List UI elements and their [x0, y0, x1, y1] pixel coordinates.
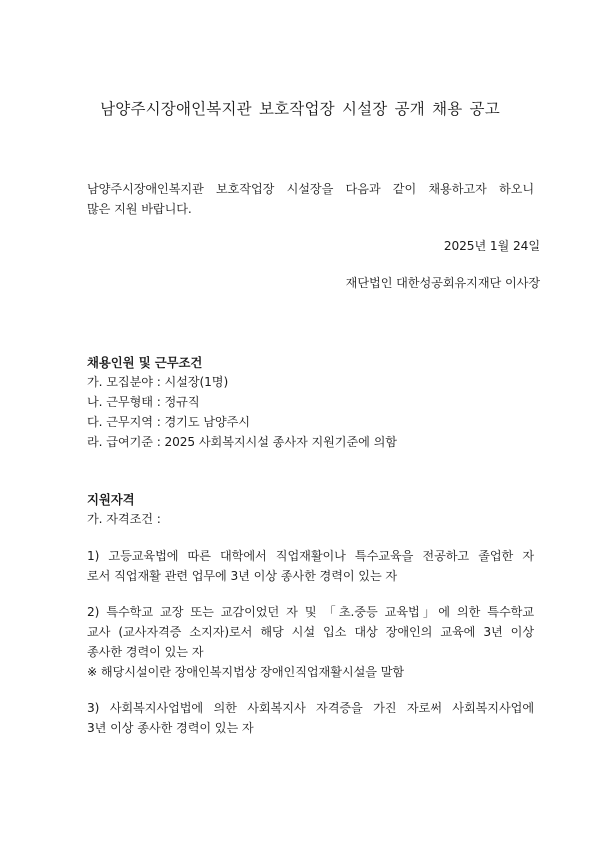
recruitment-item: 나. 근무형태 : 정규직 — [87, 395, 200, 409]
issuer-name: 재단법인 대한성공회유지재단 이사장 — [345, 276, 540, 290]
recruitment-item: 라. 급여기준 : 2025 사회복지시설 종사자 지원기준에 의함 — [87, 435, 397, 449]
intro-line-2: 많은 지원 바랍니다. — [87, 202, 192, 216]
recruitment-item: 다. 근무지역 : 경기도 남양주시 — [87, 415, 250, 429]
qualification-item-2-line-2: 교사 (교사자격증 소지자)로서 해당 시설 입소 대상 장애인의 교육에 3년 이상 — [87, 625, 534, 639]
intro-line-1: 남양주시장애인복지관 보호작업장 시설장을 다음과 같이 채용하고자 하오니 — [87, 182, 534, 196]
qualification-item-2-line-1: 2) 특수학교 교장 또는 교감이었던 자 및 「초.중등 교육법」에 의한 특수학교 — [87, 605, 534, 619]
recruitment-heading: 채용인원 및 근무조건 — [87, 355, 203, 370]
qualification-subheading: 가. 자격조건 : — [87, 512, 161, 526]
qualification-heading: 지원자격 — [87, 492, 135, 507]
document-title: 남양주시장애인복지관 보호작업장 시설장 공개 채용 공고 — [100, 100, 500, 118]
qualification-item-1-line-1: 1) 고등교육법에 따른 대학에서 직업재활이나 특수교육을 전공하고 졸업한 자 — [87, 549, 534, 563]
qualification-note: ※ 해당시설이란 장애인복지법상 장애인직업재활시설을 말함 — [87, 665, 405, 679]
announcement-date: 2025년 1월 24일 — [443, 239, 540, 253]
recruitment-item: 가. 모집분야 : 시설장(1명) — [87, 375, 229, 389]
qualification-item-2-line-3: 종사한 경력이 있는 자 — [87, 645, 204, 659]
qualification-item-3-line-1: 3) 사회복지사업법에 의한 사회복지사 자격증을 가진 자로써 사회복지사업에 — [87, 701, 534, 715]
qualification-item-1-line-2: 로서 직업재활 관련 업무에 3년 이상 종사한 경력이 있는 자 — [87, 569, 398, 583]
qualification-item-3-line-2: 3년 이상 종사한 경력이 있는 자 — [87, 721, 254, 735]
